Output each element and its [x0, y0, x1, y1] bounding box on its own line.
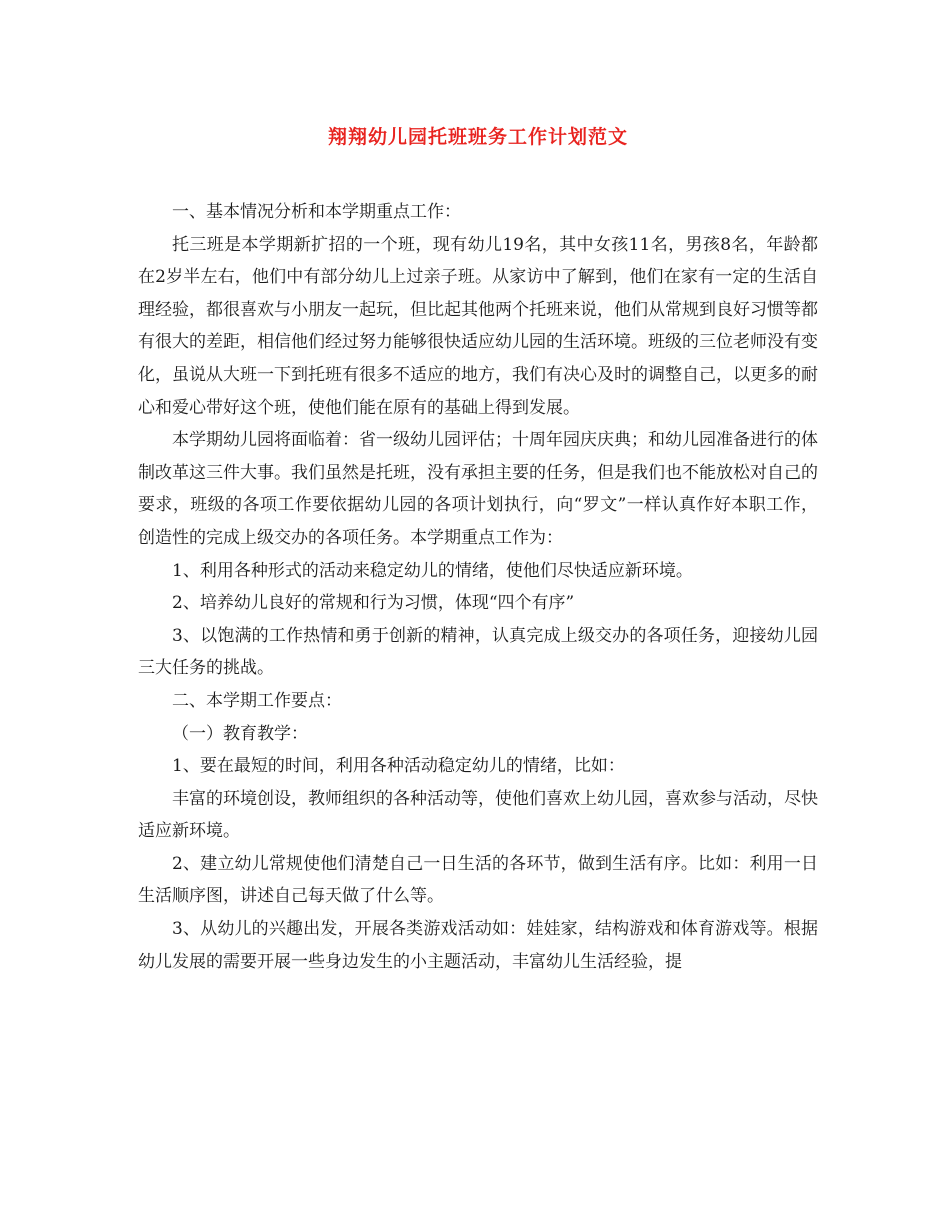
paragraph-class-overview: 托三班是本学期新扩招的一个班，现有幼儿19名，其中女孩11名，男孩8名，年龄都在2岁半左右，他们中有部分幼儿上过亲子班。从家访中了解到，他们在家有一定的生活自理经验，都很喜欢与小朋友一起玩，但比起其他两个托班来说，他们从常规到良好习惯等都有很大的差距，相信他们经过努力能够很快适应幼儿园的生活环境。班级的三位老师没有变化，虽说从大班一下到托班有很多不适应的地方，我们有决心及时的调整自己，以更多的耐心和爱心带好这个班，使他们能在原有的基础上得到发展。: [138, 234, 818, 418]
document-title: 翔翔幼儿园托班班务工作计划范文: [327, 126, 628, 148]
paragraph-point-1-detail: 丰富的环境创设，教师组织的各种活动等，使他们喜欢上幼儿园，喜欢参与活动，尽快适应新环境。: [138, 788, 818, 842]
paragraph-point-2: 2、建立幼儿常规使他们清楚自己一日生活的各环节，做到生活有序。比如：利用一日生活顺序图，讲述自己每天做了什么等。: [138, 853, 818, 907]
paragraph-semester-events: 本学期幼儿园将面临着：省一级幼儿园评估；十周年园庆庆典；和幼儿园准备进行的体制改革这三件大事。我们虽然是托班，没有承担主要的任务，但是我们也不能放松对自己的要求，班级的各项工作要依据幼儿园的各项计划执行，向“罗文”一样认真作好本职工作，创造性的完成上级交办的各项任务。本学期重点工作为：: [138, 430, 818, 548]
paragraph-point-3: 3、从幼儿的兴趣出发，开展各类游戏活动如：娃娃家，结构游戏和体育游戏等。根据幼儿发展的需要开展一些身边发生的小主题活动，丰富幼儿生活经验，提: [138, 919, 818, 972]
paragraph-point-1: 1、要在最短的时间，利用各种活动稳定幼儿的情绪，比如：: [172, 756, 625, 777]
paragraph-section-2-heading: 二、本学期工作要点：: [172, 690, 342, 711]
paragraph-focus-item-3: 3、以饱满的工作热情和勇于创新的精神，认真完成上级交办的各项任务，迎接幼儿园三大任务的挑战。: [138, 625, 818, 679]
paragraph-focus-item-2: 2、培养幼儿良好的常规和行为习惯，体现“四个有序”: [172, 593, 575, 614]
paragraph-section-1-heading: 一、基本情况分析和本学期重点工作：: [172, 202, 461, 222]
paragraph-subsection-education: （一）教育教学：: [172, 723, 308, 744]
paragraph-focus-item-1: 1、利用各种形式的活动来稳定幼儿的情绪，使他们尽快适应新环境。: [172, 560, 693, 581]
